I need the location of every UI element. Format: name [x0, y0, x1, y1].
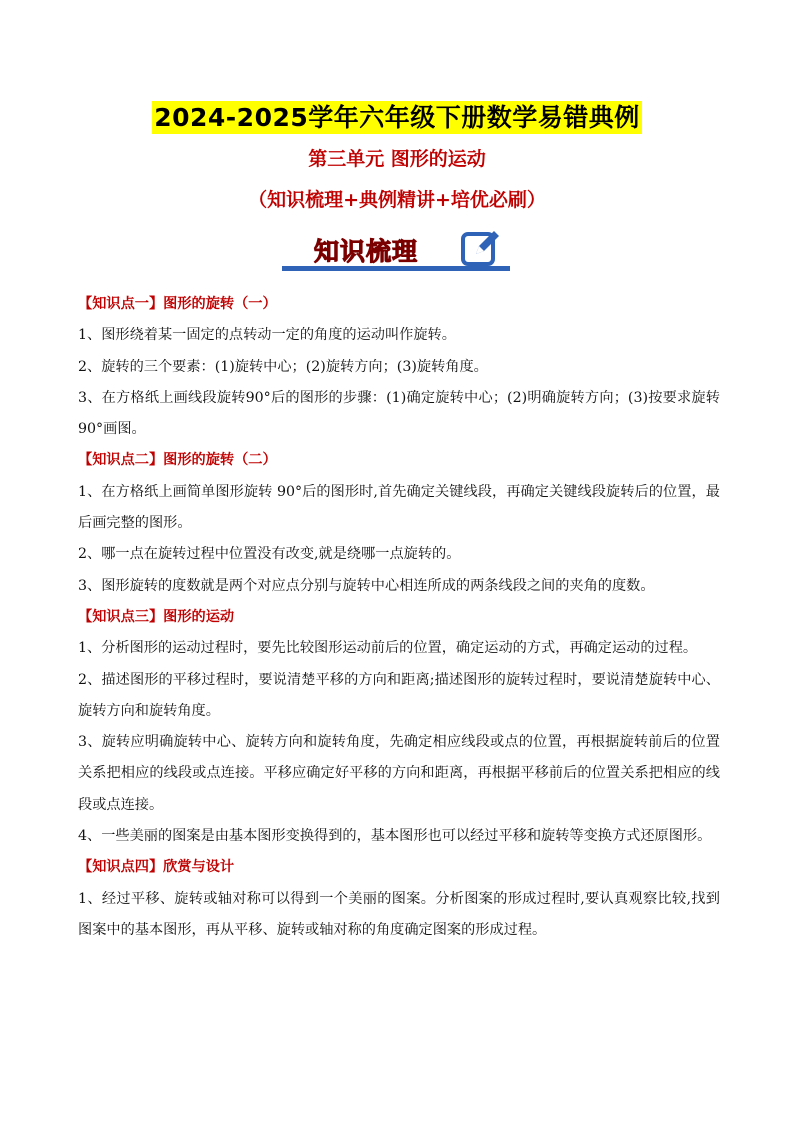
- banner-label: 知识梳理: [314, 237, 419, 266]
- content: [78, 289, 720, 946]
- page-title: 2024-2025学年六年级下册数学易错典例: [154, 103, 640, 132]
- knowledge-banner: [282, 226, 510, 274]
- list-item: 4、一些美丽的图案是由基本图形变换得到的，基本图形也可以经过平移和旋转等变换方式还原图形。: [78, 828, 712, 845]
- list-item: 2、描述图形的平移过程时，要说清楚平移的方向和距离;描述图形的旋转过程时，要说清楚旋转中心、旋转方向和旋转角度。: [78, 671, 720, 719]
- edit-icon: [460, 228, 502, 268]
- section-heading: 【知识点三】图形的运动: [78, 608, 235, 625]
- list-item: 3、旋转应明确旋转中心、旋转方向和旋转角度，先确定相应线段或点的位置，再根据旋转前后的位置关系把相应的线段或点连接。平移应确定好平移的方向和距离，再根据平移前后的位置关系把相应的线段或点连接。: [78, 734, 720, 813]
- subtitle: （知识梳理+典例精讲+培优必刷）: [248, 189, 546, 211]
- title-wrap: [0, 101, 794, 134]
- unit-title: 第三单元 图形的运动: [308, 148, 486, 170]
- list-item: 3、在方格纸上画线段旋转90°后的图形的步骤：(1)确定旋转中心；(2)明确旋转方向；(3)按要求旋转 90°画图。: [78, 389, 720, 438]
- section-heading: 【知识点一】图形的旋转（一）: [78, 296, 277, 312]
- list-item: 3、图形旋转的度数就是两个对应点分别与旋转中心相连所成的两条线段之间的夹角的度数。: [78, 577, 655, 594]
- list-item: 1、分析图形的运动过程时，要先比较图形运动前后的位置，确定运动的方式，再确定运动的过程。: [78, 640, 698, 657]
- list-item: 1、经过平移、旋转或轴对称可以得到一个美丽的图案。分析图案的形成过程时,要认真观察比较,找到图案中的基本图形，再从平移、旋转或轴对称的角度确定图案的形成过程。: [78, 890, 720, 938]
- list-item: 1、在方格纸上画简单图形旋转 90°后的图形时,首先确定关键线段，再确定关键线段旋转后的位置，最后画完整的图形。: [78, 483, 720, 532]
- list-item: 2、哪一点在旋转过程中位置没有改变,就是绕哪一点旋转的。: [78, 546, 461, 563]
- list-item: 2、旋转的三个要素：(1)旋转中心；(2)旋转方向；(3)旋转角度。: [78, 358, 488, 375]
- section-heading: 【知识点二】图形的旋转（二）: [78, 452, 277, 469]
- section-heading: 【知识点四】欣赏与设计: [78, 859, 235, 876]
- list-item: 1、图形绕着某一固定的点转动一定的角度的运动叫作旋转。: [78, 327, 456, 344]
